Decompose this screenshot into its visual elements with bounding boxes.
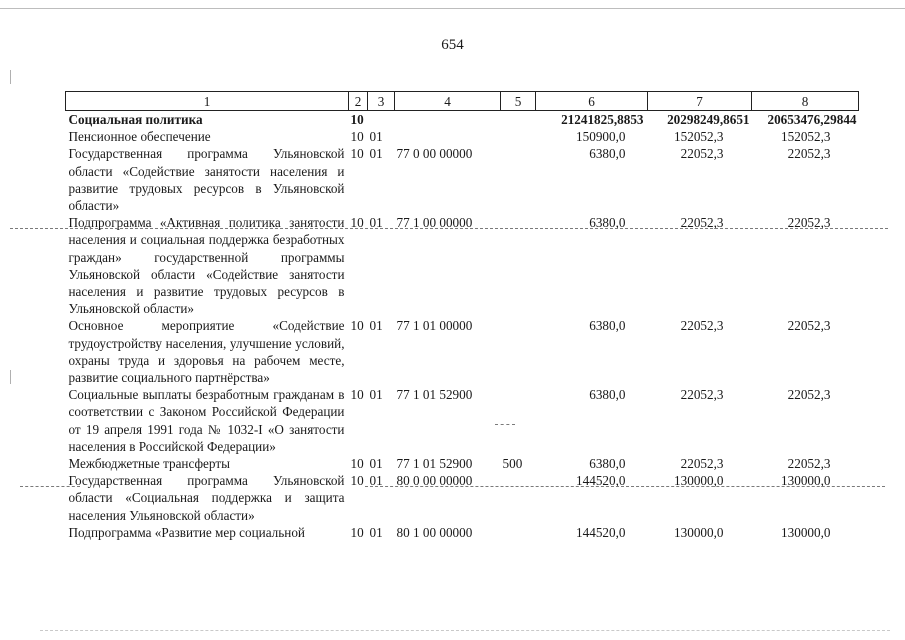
- podrazdel-cell: 01: [369, 524, 383, 540]
- table-row: [66, 317, 859, 386]
- amount-2021-cell: 130000,0: [674, 473, 724, 489]
- row-name: Социальная политика: [68, 112, 203, 127]
- csr-cell: 77 1 01 52900: [396, 387, 473, 403]
- page-number: 654: [441, 37, 464, 53]
- vr-cell: [501, 128, 536, 145]
- column-header: 6: [536, 92, 648, 111]
- amount-2020-cell: 144520,0: [576, 524, 626, 540]
- scan-margin-mark: [10, 70, 11, 84]
- table-row: [66, 386, 859, 455]
- amount-2021-cell: 152052,3: [674, 129, 724, 145]
- razdel-cell: 10: [350, 129, 364, 145]
- vr-cell: [501, 317, 536, 386]
- amount-2021-cell: 22052,3: [680, 387, 724, 403]
- podrazdel-cell: 01: [369, 318, 383, 334]
- razdel-cell: 10: [350, 318, 364, 334]
- row-name: Пенсионное обеспечение: [68, 129, 211, 145]
- row-name: Государственная программа Ульяновской области «Социальная поддержка и защита населения Ульяновской области»: [68, 473, 345, 523]
- amount-2021-cell: 22052,3: [680, 456, 724, 472]
- vr-cell: [501, 472, 536, 524]
- amount-2022-cell: 20653476,29844: [767, 112, 857, 127]
- row-name: Подпрограмма «Активная политика занятости населения и социальная поддержка безработных граждан» государственной программы Ульяновской области «Содействие занятости населения и развитие трудовых ресурсов в Ульяновской области»: [68, 215, 345, 317]
- podrazdel-cell: [368, 111, 395, 129]
- razdel-cell: 10: [350, 146, 364, 162]
- scan-margin-mark: [10, 370, 11, 384]
- table-row: [66, 145, 859, 214]
- csr-cell: 77 1 01 00000: [396, 318, 473, 334]
- amount-2020-cell: 6380,0: [589, 456, 626, 472]
- column-header: 7: [648, 92, 752, 111]
- vr-cell: [501, 111, 536, 129]
- amount-2020-cell: 21241825,8853: [561, 112, 644, 127]
- amount-2022-cell: 22052,3: [787, 387, 831, 403]
- razdel-cell: 10: [350, 524, 364, 540]
- column-header: 4: [395, 92, 501, 111]
- csr-cell: 77 1 00 00000: [396, 215, 473, 231]
- amount-2021-cell: 130000,0: [674, 524, 724, 540]
- podrazdel-cell: 01: [369, 456, 383, 472]
- amount-2020-cell: 6380,0: [589, 318, 626, 334]
- csr-cell: [395, 128, 501, 145]
- table-row: [66, 524, 859, 541]
- amount-2020-cell: 6380,0: [589, 387, 626, 403]
- razdel-cell: 10: [350, 456, 364, 472]
- budget-table: [65, 91, 859, 541]
- vr-cell: [501, 386, 536, 455]
- column-header: 8: [752, 92, 859, 111]
- amount-2022-cell: 22052,3: [787, 318, 831, 334]
- vr-cell: [501, 145, 536, 214]
- podrazdel-cell: 01: [369, 129, 383, 145]
- csr-cell: 77 0 00 00000: [396, 146, 473, 162]
- amount-2022-cell: 22052,3: [787, 215, 831, 231]
- row-name: Государственная программа Ульяновской области «Содействие занятости населения и развитие трудовых ресурсов в Ульяновской области»: [68, 146, 345, 214]
- podrazdel-cell: 01: [369, 146, 383, 162]
- amount-2021-cell: 20298249,8651: [667, 112, 750, 127]
- razdel-cell: 10: [350, 473, 364, 489]
- scan-edge-top: [0, 8, 905, 9]
- table-row: [66, 128, 859, 145]
- vr-cell: 500: [502, 456, 523, 472]
- amount-2022-cell: 130000,0: [781, 524, 831, 540]
- column-header: 3: [368, 92, 395, 111]
- column-header: 2: [349, 92, 368, 111]
- amount-2020-cell: 144520,0: [576, 473, 626, 489]
- amount-2021-cell: 22052,3: [680, 215, 724, 231]
- row-name: Основное мероприятие «Содействие трудоустройству населения, улучшение условий, охраны труда и здоровья на рабочем месте, развитие социального партнёрства»: [68, 318, 345, 386]
- amount-2020-cell: 150900,0: [576, 129, 626, 145]
- row-name: Межбюджетные трансферты: [68, 456, 230, 472]
- scan-edge-bottom: [40, 630, 890, 632]
- csr-cell: 77 1 01 52900: [396, 456, 473, 472]
- table-header-row: [66, 92, 859, 111]
- amount-2022-cell: 130000,0: [781, 473, 831, 489]
- amount-2021-cell: 22052,3: [680, 318, 724, 334]
- amount-2022-cell: 22052,3: [787, 456, 831, 472]
- scan-dash-line: [365, 486, 885, 488]
- scan-dash-line: [495, 424, 515, 426]
- csr-cell: 80 1 00 00000: [396, 524, 473, 540]
- row-name: Подпрограмма «Развитие мер социальной: [68, 524, 305, 540]
- row-name: Социальные выплаты безработным гражданам в соответствии с Законом Российской Федерации от 19 апреля 1991 года № 1032-I «О занятости населения в Российской Федерации»: [68, 387, 345, 454]
- podrazdel-cell: 01: [369, 387, 383, 403]
- vr-cell: [501, 524, 536, 541]
- scan-dash-line: [20, 486, 80, 488]
- table-row: [66, 472, 859, 524]
- csr-cell: 80 0 00 00000: [396, 473, 473, 489]
- column-header: 5: [501, 92, 536, 111]
- column-header: 1: [66, 92, 349, 111]
- amount-2020-cell: 6380,0: [589, 146, 626, 162]
- razdel-cell: 10: [350, 387, 364, 403]
- podrazdel-cell: 01: [369, 215, 383, 231]
- razdel-cell: 10: [350, 112, 364, 127]
- amount-2020-cell: 6380,0: [589, 215, 626, 231]
- podrazdel-cell: 01: [369, 473, 383, 489]
- table-row: [66, 111, 859, 129]
- razdel-cell: 10: [350, 215, 364, 231]
- scan-dash-line: [10, 228, 888, 230]
- table-row: [66, 455, 859, 472]
- amount-2022-cell: 152052,3: [781, 129, 831, 145]
- csr-cell: [395, 111, 501, 129]
- amount-2022-cell: 22052,3: [787, 146, 831, 162]
- amount-2021-cell: 22052,3: [680, 146, 724, 162]
